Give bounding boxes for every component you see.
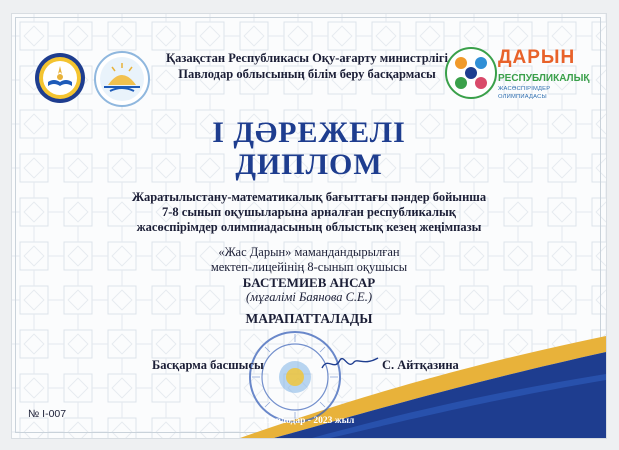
diploma-title: ДИПЛОМ — [235, 148, 383, 181]
description-line-2: 7-8 сынып оқушыларына арналған республикалық — [162, 205, 456, 219]
official-seal-icon — [248, 330, 342, 424]
ministry-name: Қазақстан Республикасы Оқу-ағарту министрлігі — [166, 51, 448, 65]
awarded-label: МАРАПАТТАЛАДЫ — [245, 311, 373, 326]
school-line-1: «Жас Дарын» мамандандырылған — [218, 245, 400, 259]
olympiad-brand-text: ДАРЫН — [498, 47, 576, 68]
signatory-name: С. Айтқазина — [382, 358, 459, 372]
signatory-role: Басқарма басшысы — [152, 358, 264, 372]
recipient-name: БАСТЕМИЕВ АНСАР — [242, 275, 376, 290]
department-name: Павлодар облысының білім беру басқармасы — [178, 67, 436, 81]
diploma-number: № І-007 — [28, 408, 67, 420]
handwritten-signature — [320, 352, 380, 374]
school-line-2: мектеп-лицейінің 8-сынып оқушысы — [210, 260, 408, 274]
description-line-3: жасөспірімдер олимпиадасының облыстық кезең жеңімпазы — [136, 220, 482, 234]
description-line-1: Жаратылыстану-математикалық бағыттағы пәндер бойынша — [131, 190, 487, 204]
diploma-sheet — [12, 14, 606, 438]
place-and-date: Павлодар - 2023 жыл — [263, 416, 355, 426]
olympiad-subtitle: ЖАСӨСПІРІМДЕР ОЛИМПИАДАСЫ — [498, 86, 551, 100]
olympiad-title: РЕСПУБЛИКАЛЫҚ — [498, 73, 590, 84]
diploma-degree: I ДӘРЕЖЕЛІ — [212, 116, 406, 149]
teacher-name: (мұғалімі Баянова С.Е.) — [245, 290, 372, 304]
